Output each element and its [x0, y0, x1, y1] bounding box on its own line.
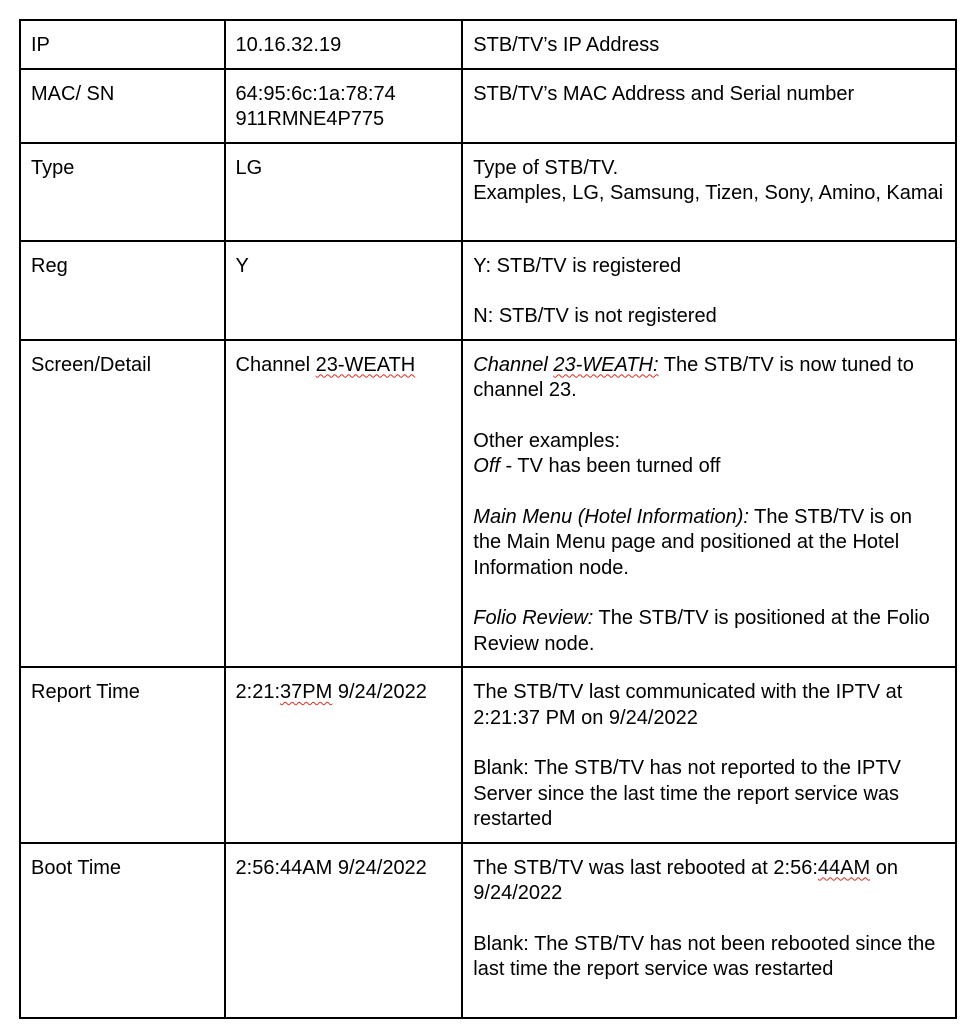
paragraph-gap — [473, 731, 945, 756]
description-registered: Y: STB/TV is registered — [473, 254, 682, 277]
description-folio-review — [473, 606, 945, 657]
field-name: Report Time — [31, 681, 140, 703]
term: Folio Review: — [473, 607, 594, 629]
table-row-type — [20, 143, 956, 241]
description-cell — [462, 20, 956, 69]
description: STB/TV’s IP Address — [473, 34, 660, 56]
example-value-cell — [225, 69, 463, 143]
description-main-menu — [473, 505, 945, 582]
field-name: Boot Time — [31, 856, 122, 879]
example-value: 2:56:44AM 9/24/2022 — [235, 856, 427, 879]
other-examples-heading: Other examples: — [473, 429, 621, 452]
example-value: Y — [235, 254, 249, 277]
value-prefix: Channel — [235, 353, 316, 376]
description-cell — [462, 143, 956, 241]
description: STB/TV’s MAC Address and Serial number — [473, 82, 855, 105]
example-value-cell — [225, 843, 463, 1018]
description-last-communicated: The STB/TV last communicated with the IPTV at 2:21:37 PM on 9/24/2022 — [473, 681, 903, 729]
table-row-screen-detail — [20, 340, 956, 668]
description-cell — [462, 667, 956, 843]
field-name-cell — [20, 69, 225, 143]
field-name: Screen/Detail — [31, 353, 152, 376]
paragraph-gap — [473, 279, 945, 304]
paragraph-gap — [473, 907, 945, 932]
example-value-cell — [225, 340, 463, 668]
text-prefix: The STB/TV was last rebooted at 2:56: — [473, 856, 818, 879]
example-serial-number: 911RMNE4P775 — [235, 108, 385, 130]
value-suffix: 9/24/2022 — [332, 681, 427, 703]
description-blank: Blank: The STB/TV has not reported to the IPTV Server since the last time the report service was restarted — [473, 757, 901, 830]
paragraph-gap — [473, 581, 945, 606]
description-examples: Examples, LG, Samsung, Tizen, Sony, Amino, Kamai — [473, 182, 944, 204]
status-fields-table — [19, 19, 957, 1019]
description-cell — [462, 241, 956, 340]
description-cell — [462, 340, 956, 668]
field-name-cell — [20, 340, 225, 668]
example-value — [236, 354, 416, 376]
field-name: Reg — [31, 254, 68, 277]
example-value-cell — [225, 20, 463, 69]
field-name-cell — [20, 20, 225, 69]
table-row-mac-sn — [20, 69, 956, 143]
description-cell — [462, 843, 956, 1018]
field-name-cell — [20, 241, 225, 340]
spellcheck-flagged-text: 44AM — [817, 856, 871, 879]
term: Main Menu (Hotel Information): — [473, 505, 749, 528]
table-row-reg — [20, 241, 956, 340]
example-value: 10.16.32.19 — [235, 34, 342, 56]
example-mac-address: 64:95:6c:1a:78:74 — [235, 82, 396, 105]
description-line: Type of STB/TV. — [473, 156, 619, 179]
text-suffix: on 9/24/2022 — [473, 856, 898, 904]
description-not-registered: N: STB/TV is not registered — [473, 305, 717, 327]
description-last-rebooted — [473, 856, 945, 907]
description-cell — [462, 69, 956, 143]
table-row-report-time — [20, 667, 956, 843]
description-blank: Blank: The STB/TV has not been rebooted since the last time the report service was restarted — [473, 932, 936, 980]
example-value: LG — [235, 156, 263, 179]
term-prefix: Channel — [473, 353, 554, 376]
example-value — [236, 681, 427, 703]
paragraph-gap — [473, 480, 945, 505]
term-explanation: - TV has been turned off — [499, 455, 721, 477]
value-prefix: 2:21: — [235, 681, 281, 703]
paragraph-gap — [473, 404, 945, 429]
spellcheck-flagged-text: 37PM — [280, 681, 333, 703]
table-row-boot-time — [20, 843, 956, 1018]
field-name: IP — [31, 34, 50, 56]
field-name-cell — [20, 667, 225, 843]
field-name-cell — [20, 843, 225, 1018]
example-value-cell — [225, 667, 463, 843]
spellcheck-flagged-text: 23-WEATH — [315, 353, 416, 376]
term-explanation: The STB/TV is positioned at the Folio Review node. — [473, 607, 930, 655]
example-value-cell — [225, 143, 463, 241]
description-off — [473, 454, 945, 480]
table-row-ip — [20, 20, 956, 69]
description-channel — [473, 353, 945, 404]
field-name: Type — [31, 156, 75, 179]
term: Off — [473, 455, 500, 477]
field-name: MAC/ SN — [31, 82, 115, 105]
example-value-cell — [225, 241, 463, 340]
field-name-cell — [20, 143, 225, 241]
term-explanation: The STB/TV is now tuned to channel 23. — [473, 353, 914, 401]
term-explanation: The STB/TV is on the Main Menu page and positioned at the Hotel Information node. — [473, 505, 912, 579]
spellcheck-flagged-term: 23-WEATH: — [553, 353, 659, 376]
